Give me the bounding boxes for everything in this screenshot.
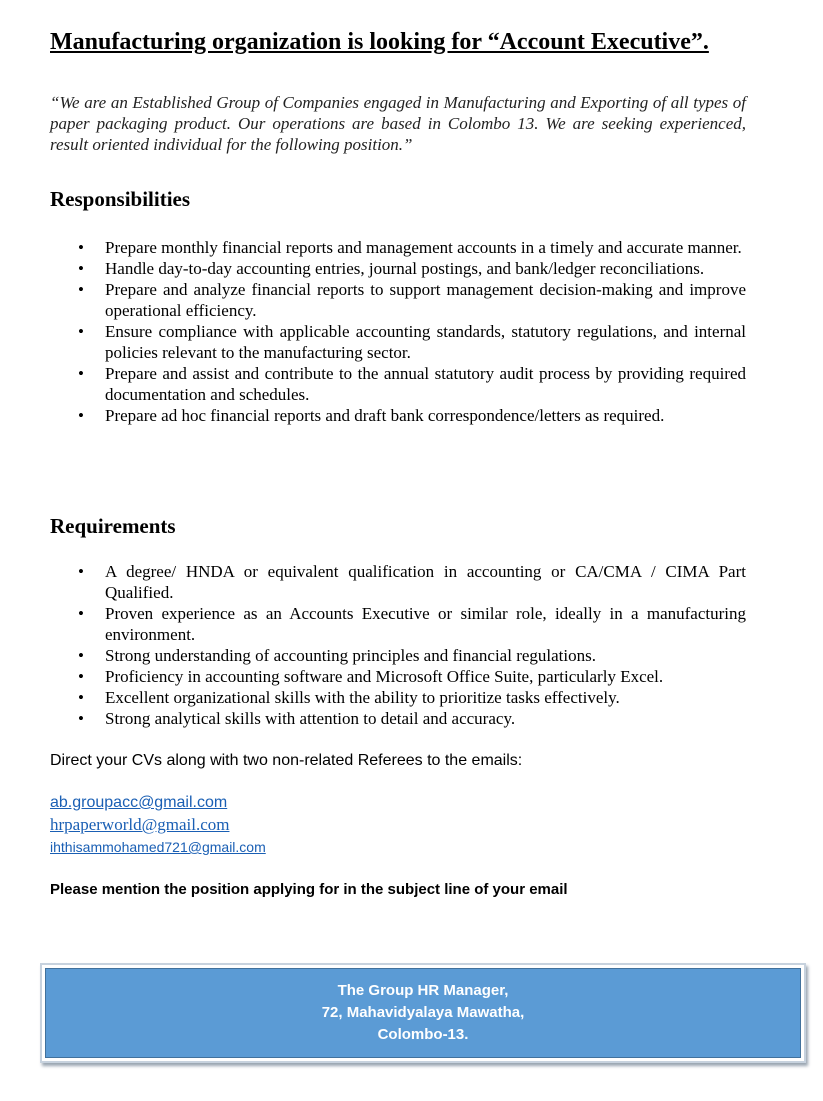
bullet-icon: • — [78, 280, 84, 299]
company-intro: “We are an Established Group of Companies engaged in Manufacturing and Exporting of all types of paper packaging product. Our operations are based in Colombo 13. We are seeking experienced, result oriented individual for the following position.” — [50, 93, 746, 154]
bullet-icon: • — [78, 562, 84, 581]
bullet-icon: • — [78, 259, 84, 278]
list-item: • Proficiency in accounting software and Microsoft Office Suite, particularly Excel. — [78, 667, 664, 686]
bullet-icon: • — [78, 667, 84, 686]
email-link-ihthisam[interactable]: ihthisammohamed721@gmail.com — [50, 839, 266, 855]
page-title: Manufacturing organization is looking for “Account Executive”. — [50, 29, 709, 55]
bullet-icon: • — [78, 688, 84, 707]
bullet-icon: • — [78, 406, 84, 425]
address-panel — [45, 968, 801, 1058]
responsibilities-heading: Responsibilities — [50, 187, 191, 211]
list-item: • Strong analytical skills with attention to detail and accuracy. — [78, 709, 516, 728]
cv-instructions: Direct your CVs along with two non-related Referees to the emails: — [50, 752, 523, 769]
email-link-groupacc[interactable]: ab.groupacc@gmail.com — [50, 794, 228, 811]
bullet-icon: • — [78, 646, 84, 665]
address-line-city: Colombo-13. — [377, 1026, 469, 1043]
responsibilities-list — [78, 237, 746, 426]
email-link-hrpaperworld[interactable]: hrpaperworld@gmail.com — [50, 815, 230, 834]
subject-line-note: Please mention the position applying for in the subject line of your email — [50, 881, 568, 898]
address-line-street: 72, Mahavidyalaya Mawatha, — [321, 1004, 525, 1021]
list-item: • Prepare ad hoc financial reports and draft bank correspondence/letters as required. — [78, 406, 665, 425]
bullet-icon: • — [78, 322, 84, 341]
list-item: • Prepare and analyze financial reports to support management decision-making and improve operational efficiency. — [78, 280, 746, 320]
list-item: • Excellent organizational skills with the ability to prioritize tasks effectively. — [78, 688, 620, 707]
bullet-icon: • — [78, 364, 84, 383]
list-item: • Ensure compliance with applicable accounting standards, statutory regulations, and internal policies relevant to the manufacturing sector. — [78, 322, 746, 362]
requirements-heading: Requirements — [50, 514, 176, 538]
list-item: • Prepare and assist and contribute to the annual statutory audit process by providing required documentation and schedules. — [78, 364, 746, 404]
bullet-icon: • — [78, 604, 84, 623]
list-item: • Proven experience as an Accounts Executive or similar role, ideally in a manufacturing environment. — [78, 604, 746, 644]
bullet-icon: • — [78, 238, 84, 257]
list-item: • A degree/ HNDA or equivalent qualification in accounting or CA/CMA / CIMA Part Qualified. — [78, 562, 746, 602]
list-item: • Prepare monthly financial reports and management accounts in a timely and accurate manner. — [78, 238, 742, 257]
bullet-icon: • — [78, 709, 84, 728]
list-item: • Strong understanding of accounting principles and financial regulations. — [78, 646, 596, 665]
address-box — [40, 963, 806, 1063]
list-item: • Handle day-to-day accounting entries, journal postings, and bank/ledger reconciliations. — [78, 259, 705, 278]
requirements-list — [78, 561, 746, 729]
address-line-recipient: The Group HR Manager, — [337, 982, 509, 999]
